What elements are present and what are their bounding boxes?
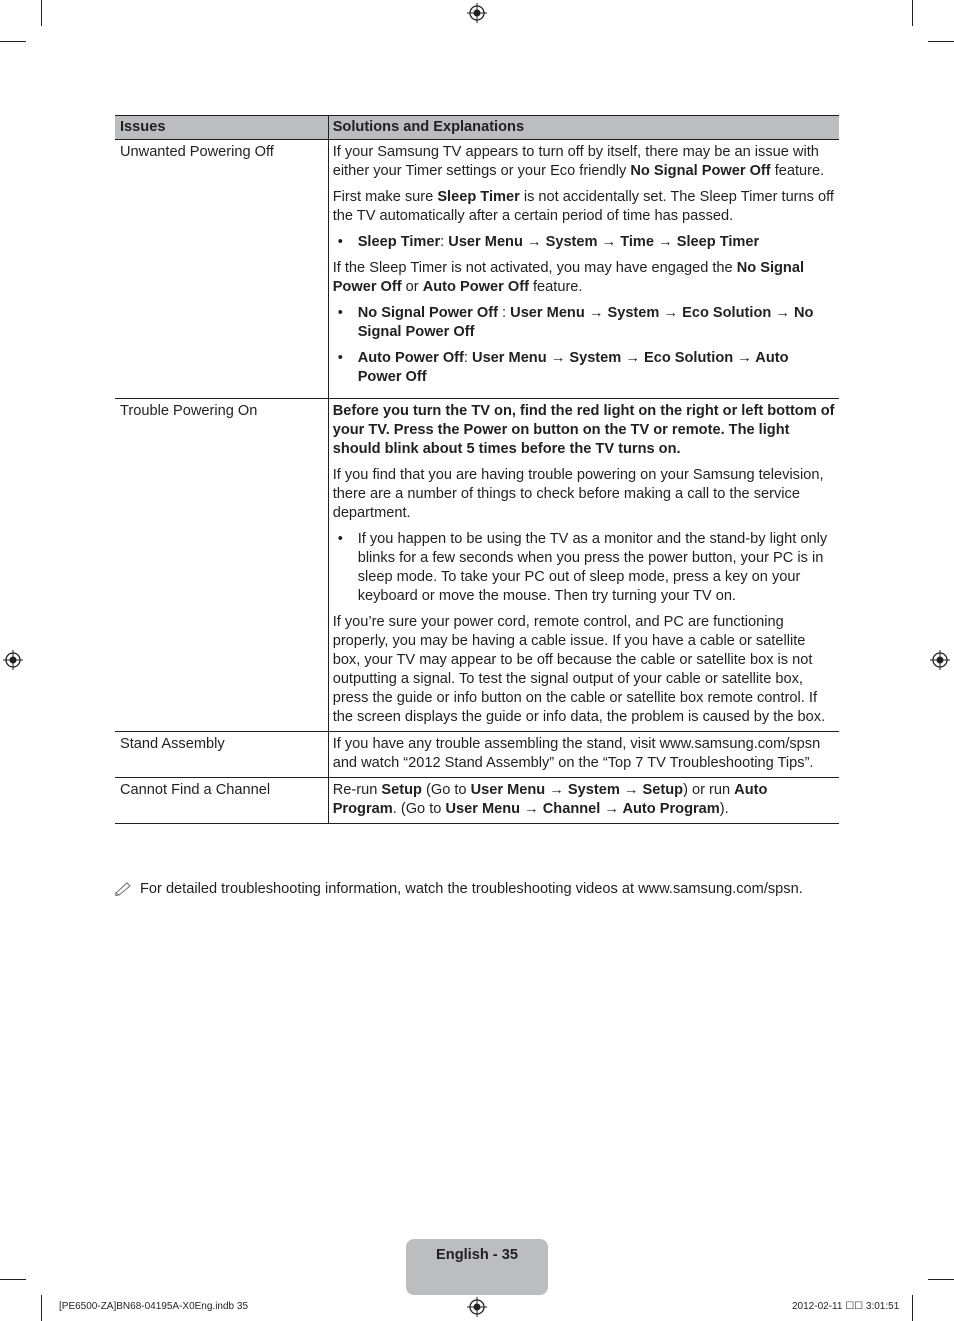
paragraph: If you’re sure your power cord, remote control, and PC are functioning properly, you may be having a cable issue. If you have a cable or satellite box, your TV may appear to be off because the cable or satellite box is not outputting a signal. To test the signal output of your cable or satellite box, press the guide or info button on the cable or satellite box remote control. If the screen displays the guide or info data, the problem is caused by the box. [332,614,826,725]
registration-mark-icon [467,1297,487,1317]
crop-mark [0,41,26,42]
crop-mark [928,41,954,42]
solution-cell [328,732,839,778]
table-row [115,140,839,399]
paragraph: Re-run Setup (Go to User Menu → System → Setup) or run Auto Program. (Go to User Menu → Channel → Auto Program). [332,782,768,817]
crop-mark [928,1279,954,1280]
table-row [115,399,839,732]
pencil-note-icon [115,880,135,902]
issue-cell: Cannot Find a Channel [115,778,328,824]
slug-right: 2012-02-11 ☐☐ 3:01:51 [792,1301,900,1312]
issue-cell: Unwanted Powering Off [115,140,328,399]
page-number-tab [406,1239,548,1295]
crop-mark [0,1279,26,1280]
page-label: English - 35 [436,1247,518,1263]
header-solutions: Solutions and Explanations [328,116,839,140]
paragraph: Before you turn the TV on, find the red light on the right or left bottom of your TV. Press the Power on button on the TV or remote. The light should blink about 5 times before the TV turns on. [332,403,835,457]
bullet-list [333,233,835,252]
paragraph: If the Sleep Timer is not activated, you may have engaged the No Signal Power Off or Auto Power Off feature. [332,260,804,295]
table-row [115,778,839,824]
issue-cell: Stand Assembly [115,732,328,778]
header-issues: Issues [115,116,328,140]
bullet-list [333,304,835,387]
issue-cell: Trouble Powering On [115,399,328,732]
solution-cell [328,140,839,399]
crop-mark [912,0,913,26]
table-row [115,732,839,778]
troubleshooting-table [115,115,839,824]
list-item: • Sleep Timer: User Menu → System → Time → Sleep Timer [333,233,835,252]
list-item: • If you happen to be using the TV as a monitor and the stand-by light only blinks for a few seconds when you press the power button, your PC is in sleep mode. To take your PC out of sleep mode, press a key on your keyboard or move the mouse. Then try turning your TV on. [333,530,835,606]
solution-cell [328,778,839,824]
crop-mark [912,1295,913,1321]
list-item: • Auto Power Off: User Menu → System → Eco Solution → Auto Power Off [333,349,835,387]
registration-mark-icon [3,650,23,670]
paragraph: If you find that you are having trouble powering on your Samsung television, there are a number of things to check before making a call to the service department. [332,467,824,521]
registration-mark-icon [467,3,487,23]
paragraph: If your Samsung TV appears to turn off by itself, there may be an issue with either your Timer settings or your Eco friendly No Signal Power Off feature. [332,144,825,179]
list-item: • No Signal Power Off : User Menu → System → Eco Solution → No Signal Power Off [333,304,835,342]
crop-mark [41,1295,42,1321]
registration-mark-icon [930,650,950,670]
solution-cell [328,399,839,732]
note [115,880,827,899]
slug-left: [PE6500-ZA]BN68-04195A-X0Eng.indb 35 [59,1301,249,1312]
note-text: For detailed troubleshooting information, watch the troubleshooting videos at www.samsung.com/spsn. [140,881,803,897]
crop-mark [41,0,42,26]
table-header-row [115,116,839,140]
bullet-list [333,530,835,606]
paragraph: If you have any trouble assembling the stand, visit www.samsung.com/spsn and watch “2012 Stand Assembly” on the “Top 7 TV Troubleshooting Tips”. [332,736,821,771]
paragraph: First make sure Sleep Timer is not accidentally set. The Sleep Timer turns off the TV automatically after a certain period of time has passed. [332,189,834,224]
